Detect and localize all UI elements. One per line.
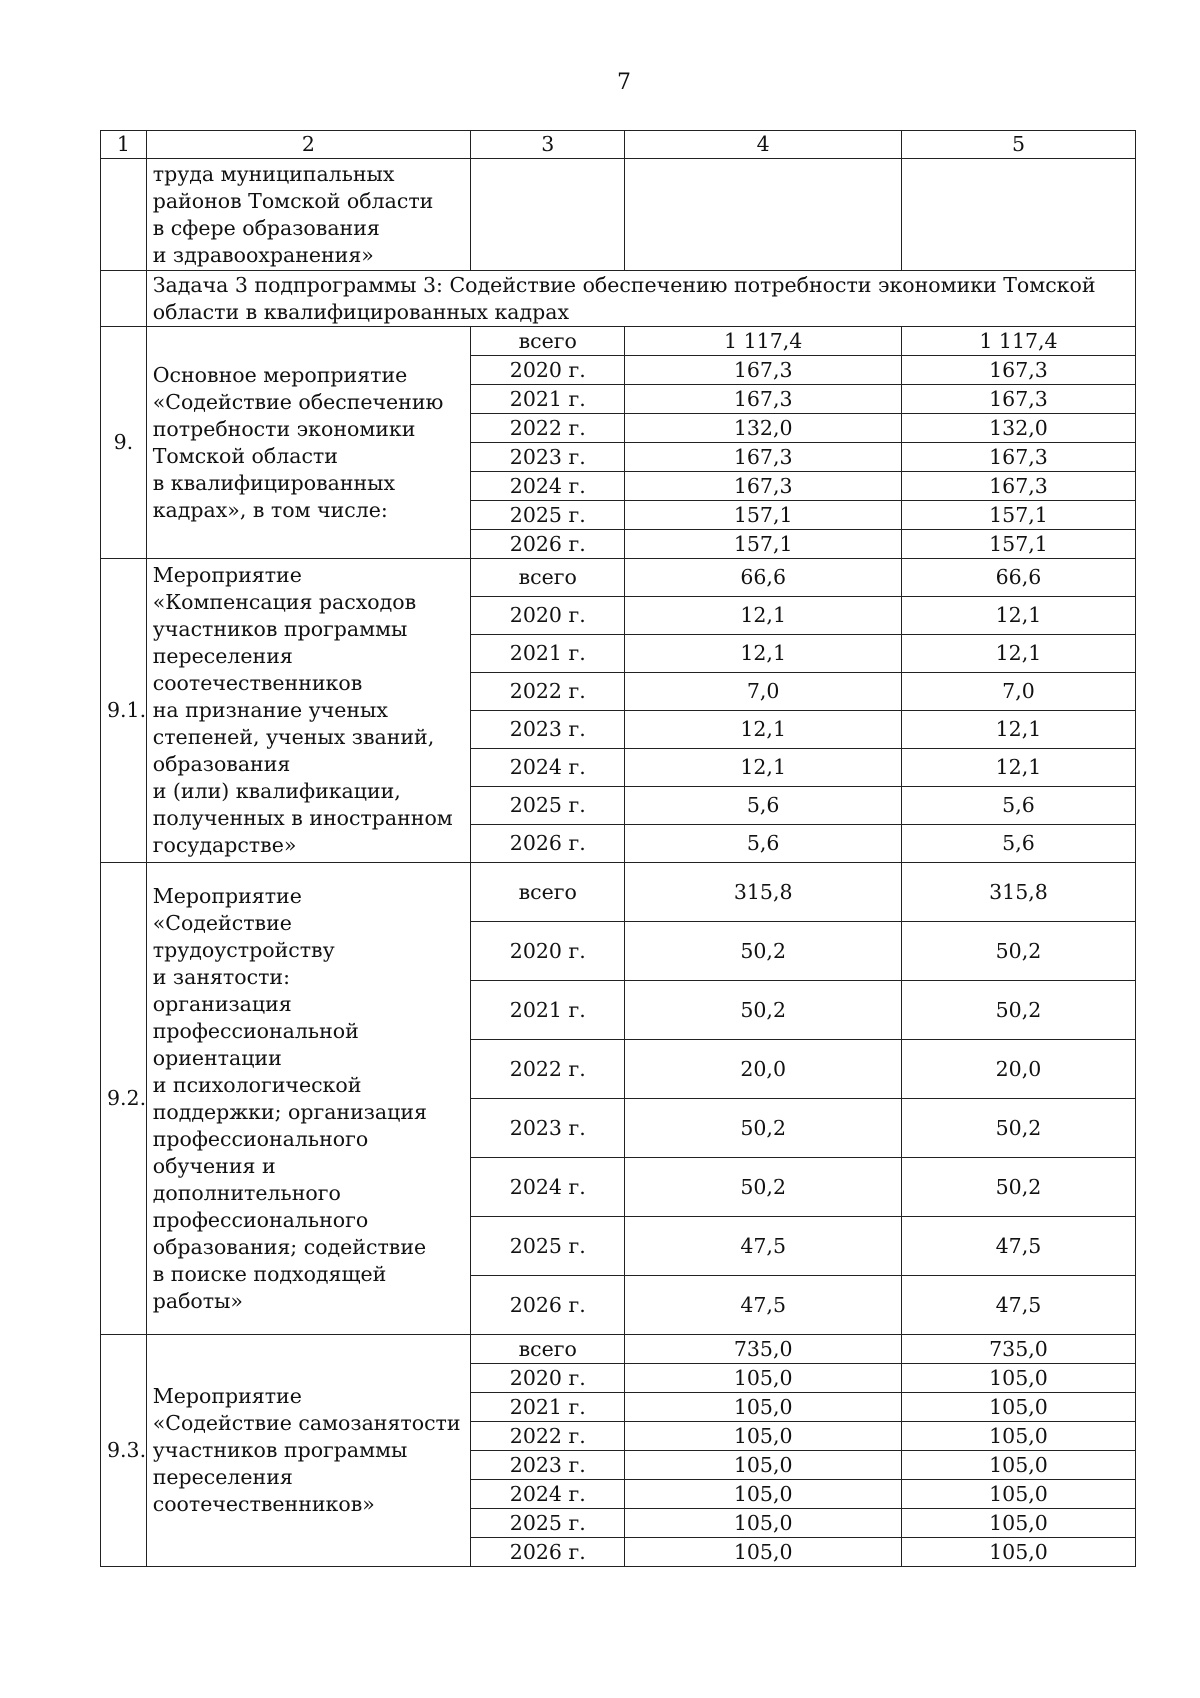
task-num-cell (101, 271, 147, 327)
value-col-5: 47,5 (901, 1276, 1135, 1335)
value-col-5: 12,1 (901, 711, 1135, 749)
value-col-5: 167,3 (901, 443, 1135, 472)
value-col-4: 50,2 (625, 1099, 902, 1158)
year-cell: 2025 г. (471, 787, 625, 825)
value-col-5: 315,8 (901, 863, 1135, 922)
value-col-4: 5,6 (625, 825, 902, 863)
year-cell: 2021 г. (471, 1393, 625, 1422)
section-number: 9. (101, 327, 147, 559)
year-cell: 2022 г. (471, 673, 625, 711)
value-col-4: 12,1 (625, 749, 902, 787)
value-col-4: 132,0 (625, 414, 902, 443)
section-description-text: Мероприятие «Компенсация расходов участников программы переселения соотечественников на признание ученых степеней, ученых званий, образования и (или) квалификации, полученных в иностранном государстве» (152, 563, 453, 857)
value-col-4: 20,0 (625, 1040, 902, 1099)
section-description (146, 863, 470, 1335)
value-col-5: 105,0 (901, 1393, 1135, 1422)
value-col-4: 105,0 (625, 1509, 902, 1538)
task-text: Задача 3 подпрограммы 3: Содействие обеспечению потребности экономики Томской области в квалифицированных кадрах (152, 272, 1096, 324)
continuation-text: труда муниципальных районов Томской области в сфере образования и здравоохранения» (152, 161, 434, 267)
year-cell: 2022 г. (471, 414, 625, 443)
continuation-cell-5 (901, 159, 1135, 271)
year-cell: 2024 г. (471, 1158, 625, 1217)
value-col-5: 12,1 (901, 635, 1135, 673)
year-cell: всего (471, 863, 625, 922)
value-col-5: 105,0 (901, 1422, 1135, 1451)
continuation-num-cell (101, 159, 147, 271)
header-col-1: 1 (101, 131, 147, 159)
year-cell: 2023 г. (471, 711, 625, 749)
year-cell: 2024 г. (471, 1480, 625, 1509)
table-row (101, 863, 1136, 922)
value-col-5: 12,1 (901, 749, 1135, 787)
year-cell: 2021 г. (471, 385, 625, 414)
task-row (101, 271, 1136, 327)
section-description (146, 1335, 470, 1567)
value-col-4: 157,1 (625, 530, 902, 559)
value-col-4: 167,3 (625, 385, 902, 414)
value-col-4: 105,0 (625, 1480, 902, 1509)
value-col-4: 50,2 (625, 1158, 902, 1217)
value-col-5: 5,6 (901, 787, 1135, 825)
value-col-5: 157,1 (901, 530, 1135, 559)
year-cell: всего (471, 559, 625, 597)
value-col-5: 50,2 (901, 981, 1135, 1040)
header-col-3: 3 (471, 131, 625, 159)
continuation-cell-4 (625, 159, 902, 271)
value-col-4: 105,0 (625, 1538, 902, 1567)
value-col-4: 1 117,4 (625, 327, 902, 356)
value-col-4: 105,0 (625, 1451, 902, 1480)
value-col-4: 735,0 (625, 1335, 902, 1364)
value-col-4: 50,2 (625, 922, 902, 981)
value-col-5: 105,0 (901, 1364, 1135, 1393)
header-col-5: 5 (901, 131, 1135, 159)
year-cell: всего (471, 1335, 625, 1364)
value-col-5: 50,2 (901, 922, 1135, 981)
year-cell: 2023 г. (471, 443, 625, 472)
table-row (101, 1335, 1136, 1364)
value-col-5: 105,0 (901, 1538, 1135, 1567)
page-number: 7 (617, 70, 631, 95)
value-col-5: 105,0 (901, 1480, 1135, 1509)
continuation-cell-3 (471, 159, 625, 271)
year-cell: 2026 г. (471, 1276, 625, 1335)
year-cell: 2025 г. (471, 1509, 625, 1538)
section-number: 9.3. (101, 1335, 147, 1567)
value-col-4: 7,0 (625, 673, 902, 711)
value-col-5: 5,6 (901, 825, 1135, 863)
year-cell: 2026 г. (471, 530, 625, 559)
section-description-text: Основное мероприятие «Содействие обеспечению потребности экономики Томской области в квалифицированных кадрах», в том числе: (152, 362, 444, 522)
section-number: 9.2. (101, 863, 147, 1335)
year-cell: всего (471, 327, 625, 356)
value-col-5: 735,0 (901, 1335, 1135, 1364)
value-col-4: 167,3 (625, 443, 902, 472)
section-number: 9.1. (101, 559, 147, 863)
header-row (101, 131, 1136, 159)
value-col-4: 167,3 (625, 356, 902, 385)
value-col-5: 105,0 (901, 1451, 1135, 1480)
value-col-4: 157,1 (625, 501, 902, 530)
section-description (146, 559, 470, 863)
value-col-5: 12,1 (901, 597, 1135, 635)
value-col-5: 47,5 (901, 1217, 1135, 1276)
value-col-4: 66,6 (625, 559, 902, 597)
year-cell: 2024 г. (471, 472, 625, 501)
continuation-desc (146, 159, 470, 271)
value-col-4: 50,2 (625, 981, 902, 1040)
table-row (101, 327, 1136, 356)
value-col-5: 167,3 (901, 385, 1135, 414)
year-cell: 2020 г. (471, 1364, 625, 1393)
value-col-4: 47,5 (625, 1217, 902, 1276)
year-cell: 2026 г. (471, 825, 625, 863)
section-description-text: Мероприятие «Содействие трудоустройству и занятости: организация профессиональной ориентации и психологической поддержки; организация профессионального обучения и дополнительного профессионального образования; содействие в поиске подходящей работы» (152, 883, 427, 1313)
task-heading (146, 271, 1135, 327)
year-cell: 2025 г. (471, 1217, 625, 1276)
value-col-4: 12,1 (625, 597, 902, 635)
value-col-5: 167,3 (901, 472, 1135, 501)
year-cell: 2020 г. (471, 356, 625, 385)
value-col-4: 315,8 (625, 863, 902, 922)
value-col-5: 105,0 (901, 1509, 1135, 1538)
year-cell: 2022 г. (471, 1040, 625, 1099)
value-col-4: 47,5 (625, 1276, 902, 1335)
year-cell: 2020 г. (471, 597, 625, 635)
year-cell: 2025 г. (471, 501, 625, 530)
year-cell: 2020 г. (471, 922, 625, 981)
year-cell: 2021 г. (471, 981, 625, 1040)
section-description (146, 327, 470, 559)
section-description-text: Мероприятие «Содействие самозанятости участников программы переселения соотечественников» (152, 1384, 461, 1516)
header-col-2: 2 (146, 131, 470, 159)
value-col-4: 5,6 (625, 787, 902, 825)
year-cell: 2022 г. (471, 1422, 625, 1451)
value-col-5: 167,3 (901, 356, 1135, 385)
year-cell: 2023 г. (471, 1451, 625, 1480)
value-col-5: 50,2 (901, 1158, 1135, 1217)
value-col-5: 132,0 (901, 414, 1135, 443)
value-col-5: 50,2 (901, 1099, 1135, 1158)
value-col-5: 157,1 (901, 501, 1135, 530)
value-col-5: 7,0 (901, 673, 1135, 711)
value-col-4: 105,0 (625, 1393, 902, 1422)
value-col-4: 12,1 (625, 635, 902, 673)
value-col-5: 20,0 (901, 1040, 1135, 1099)
value-col-4: 105,0 (625, 1364, 902, 1393)
year-cell: 2026 г. (471, 1538, 625, 1567)
year-cell: 2023 г. (471, 1099, 625, 1158)
value-col-5: 66,6 (901, 559, 1135, 597)
table-row (101, 559, 1136, 597)
funding-table (100, 130, 1136, 1567)
value-col-4: 12,1 (625, 711, 902, 749)
value-col-5: 1 117,4 (901, 327, 1135, 356)
year-cell: 2021 г. (471, 635, 625, 673)
continuation-row (101, 159, 1136, 271)
year-cell: 2024 г. (471, 749, 625, 787)
value-col-4: 105,0 (625, 1422, 902, 1451)
value-col-4: 167,3 (625, 472, 902, 501)
header-col-4: 4 (625, 131, 902, 159)
